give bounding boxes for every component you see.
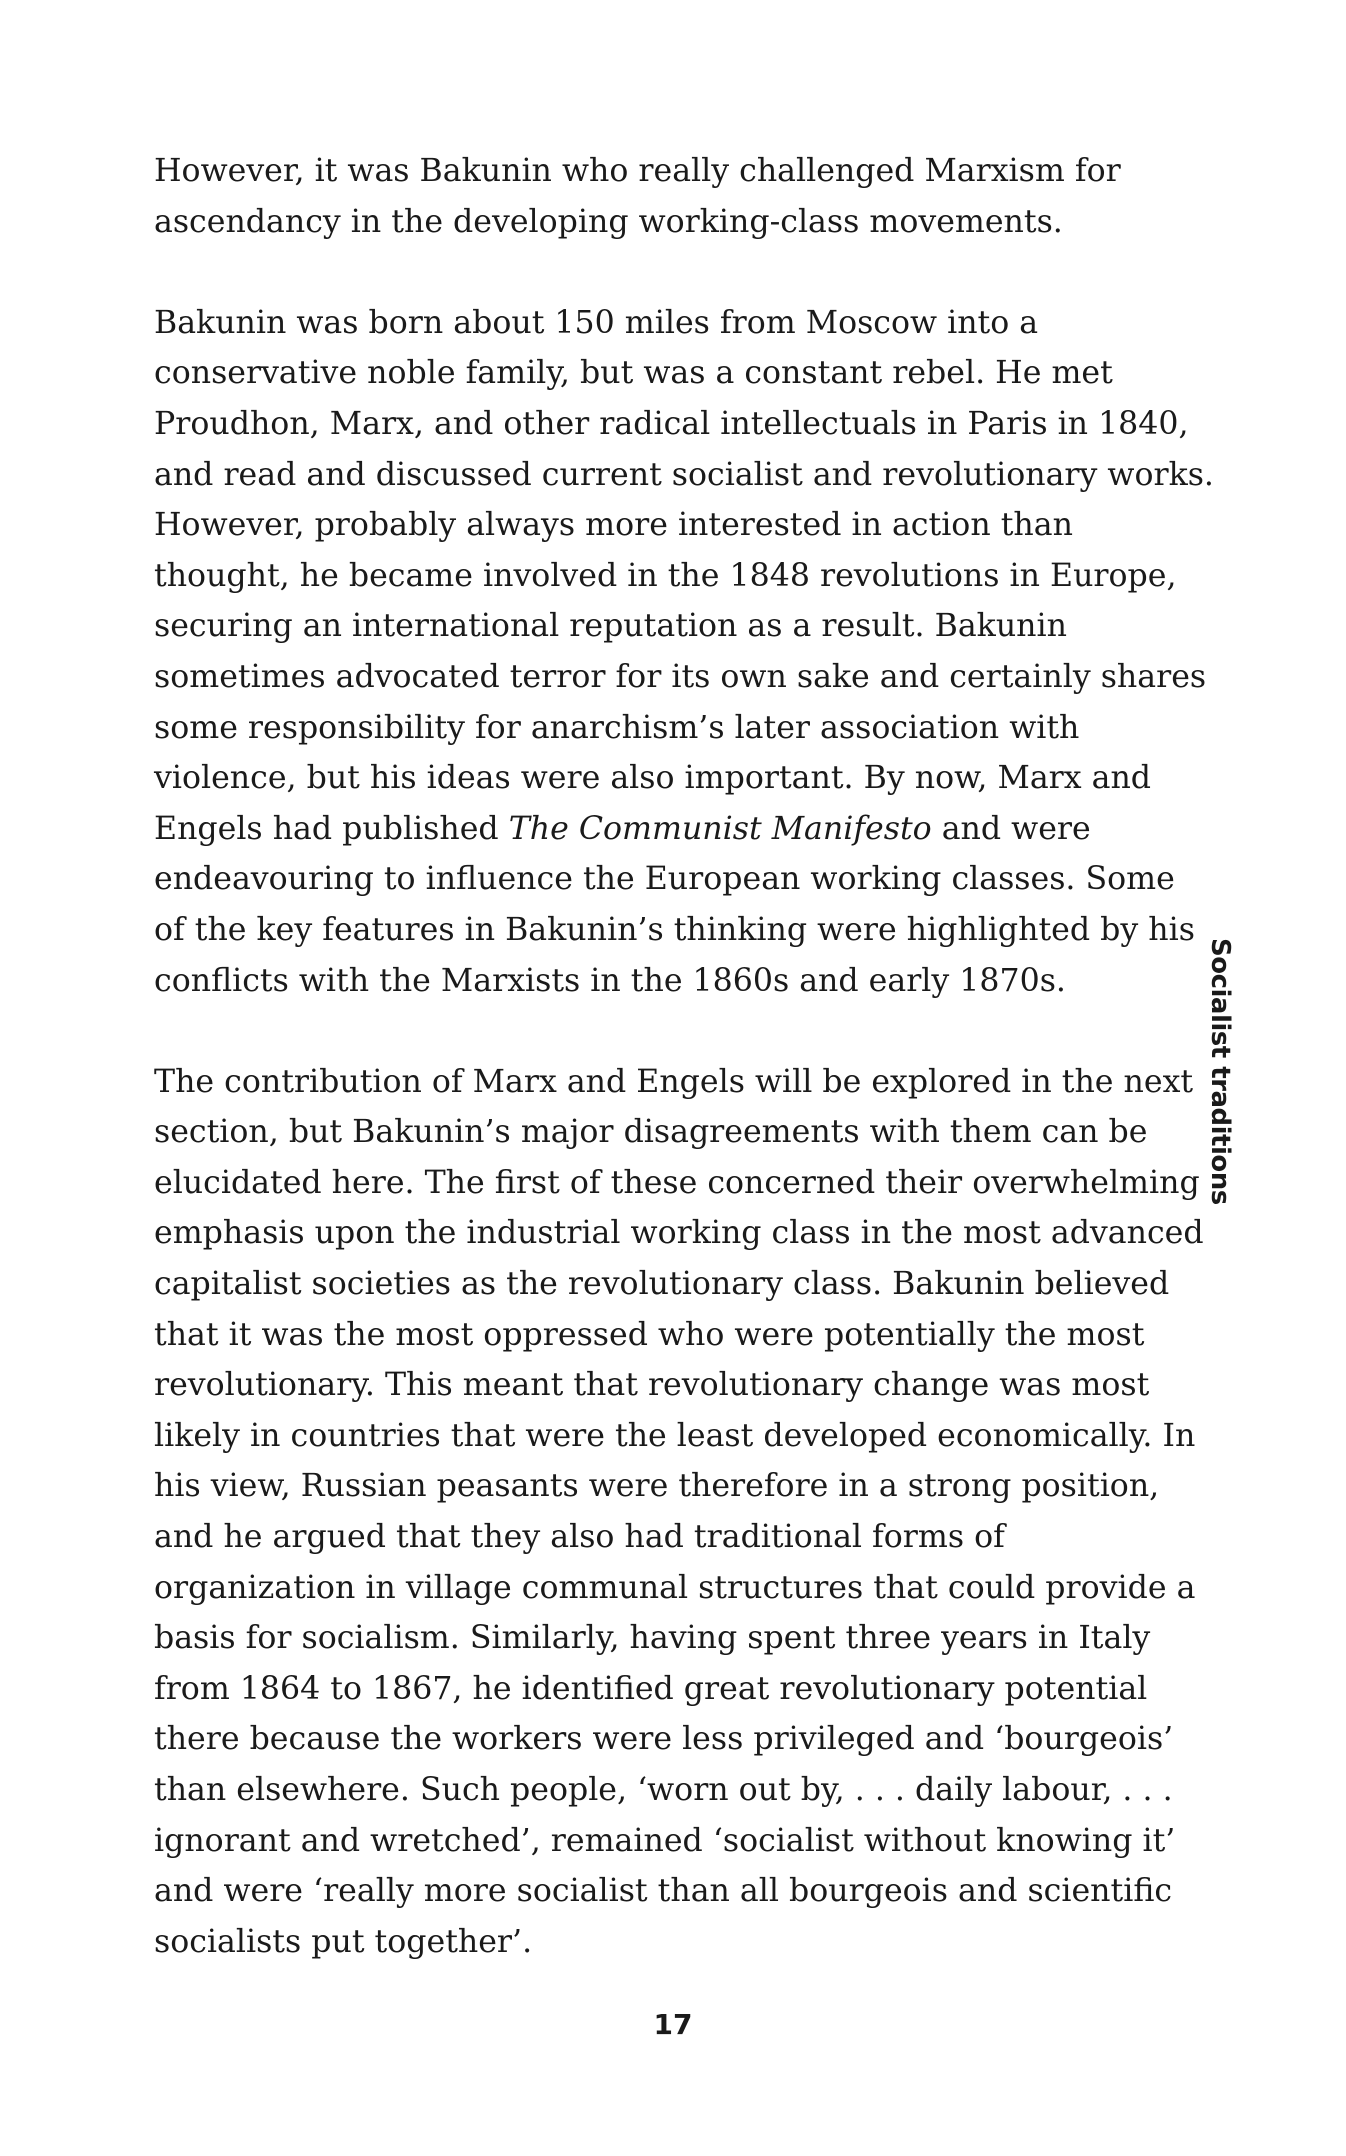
body-text — [154, 146, 1214, 2018]
running-head: Socialist traditions — [1205, 938, 1235, 1205]
paragraph-3: The contribution of Marx and Engels will be explored in the next section, but Bakunin’s major disagreements with them can be elucidated here. The first of these concerned their overwhelming emphasis upon the industrial working class in the most advanced capitalist societies as the revolutionary class. Bakunin believed that it was the most oppressed who were potentially the most revolutionary. This meant that revolutionary change was most likely in countries that were the least developed economically. In his view, Russian peasants were therefore in a strong position, and he argued that they also had traditional forms of organization in village communal structures that could provide a basis for socialism. Similarly, having spent three years in Italy from 1864 to 1867, he identified great revolutionary potential there because the workers were less privileged and ‘bourgeois’ than elsewhere. Such people, ‘worn out by, . . . daily labour, . . . ignorant and wretched’, remained ‘socialist without knowing it’ and were ‘really more socialist than all bourgeois and scientific socialists put together’. — [154, 1063, 1204, 1960]
paragraph-2-text-a: Bakunin was born about 150 miles from Moscow into a conservative noble family, but was a constant rebel. He met Proudhon, Marx, and other radical intellectuals in Paris in 1840, and read and discussed current socialist and revolutionary works. However, probably always more interested in action than thought, he became involved in the 1848 revolutions in Europe, securing an international reputation as a result. Bakunin sometimes advocated terror for its own sake and certainly shares some responsibility for anarchism’s later association with violence, but his ideas were also important. By now, Marx and Engels had published — [154, 304, 1214, 847]
paragraph-2-text-b: and were endeavouring to influence the European working classes. Some of the key features in Bakunin’s thinking were highlighted by his conflicts with the Marxists in the 1860s and early 1870s. — [154, 810, 1195, 999]
page-number: 17 — [653, 2008, 693, 2041]
paragraph-1: However, it was Bakunin who really challenged Marxism for ascendancy in the developing working-class movements. — [154, 153, 1121, 240]
paragraph-2 — [154, 298, 1214, 1006]
book-title-italic: The Communist Manifesto — [508, 810, 932, 847]
